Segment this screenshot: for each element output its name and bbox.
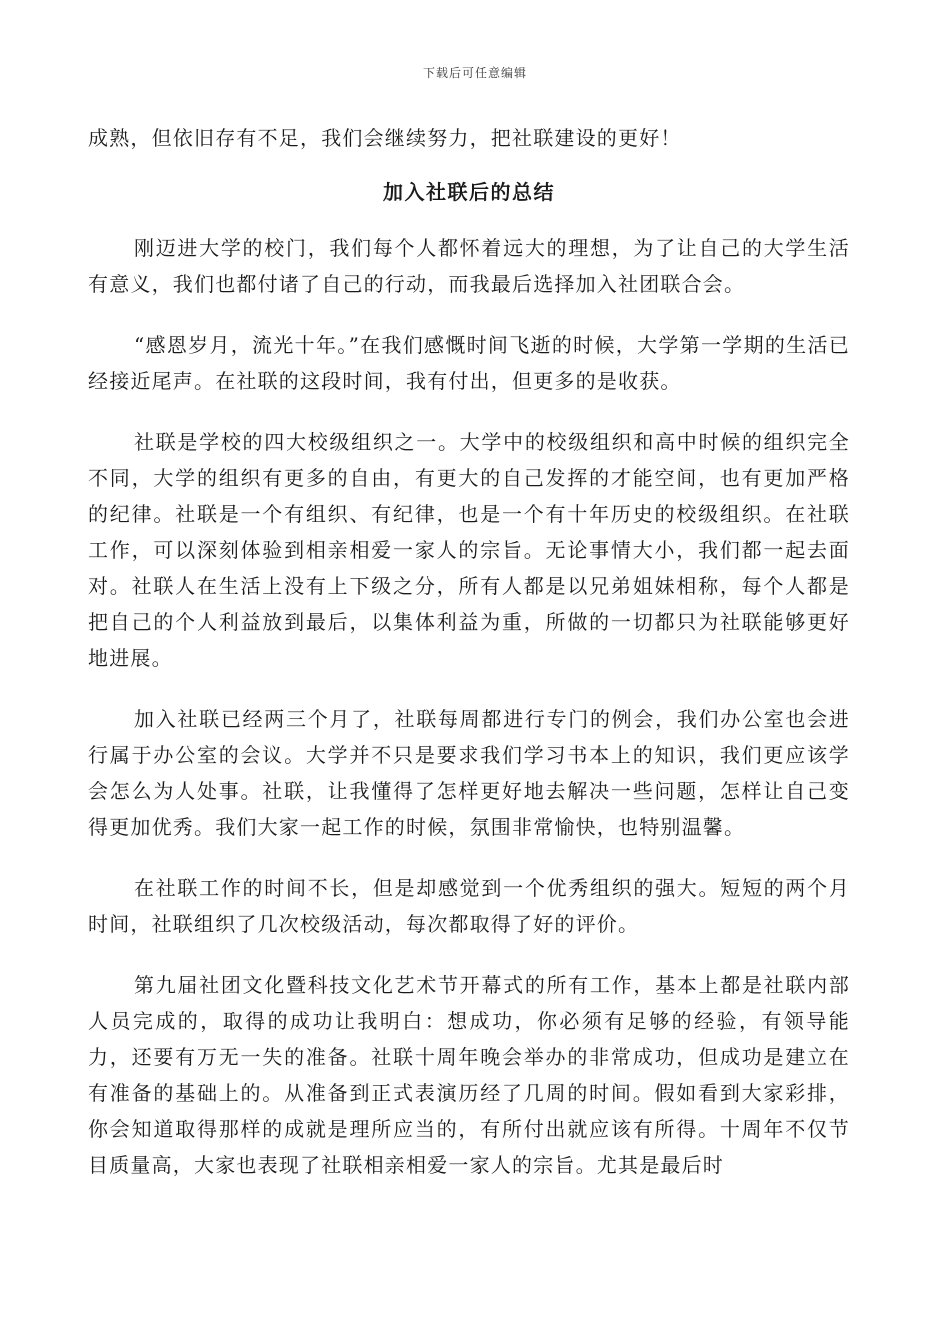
continuation-paragraph: 成熟，但依旧存有不足，我们会继续努力，把社联建设的更好！ (88, 126, 682, 150)
paragraph-1: 刚迈进大学的校门，我们每个人都怀着远大的理想，为了让自己的大学生活有意义，我们也都付诸了自己的行动，而我最后选择加入社团联合会。 (88, 236, 850, 296)
paragraph-4: 加入社联已经两三个月了，社联每周都进行专门的例会，我们办公室也会进行属于办公室的会议。大学并不只是要求我们学习书本上的知识，我们更应该学会怎么为人处事。社联，让我懂得了怎样更好地去解决一些问题，怎样让自己变得更加优秀。我们大家一起工作的时候，氛围非常愉快，也特别温馨。 (88, 707, 850, 839)
paragraph-3: 社联是学校的四大校级组织之一。大学中的校级组织和高中时候的组织完全不同，大学的组织有更多的自由，有更大的自己发挥的才能空间，也有更加严格的纪律。社联是一个有组织、有纪律，也是一个有十年历史的校级组织。在社联工作，可以深刻体验到相亲相爱一家人的宗旨。无论事情大小，我们都一起去面对。社联人在生活上没有上下级之分，所有人都是以兄弟姐妹相称，每个人都是把自己的个人利益放到最后，以集体利益为重，所做的一切都只为社联能够更好地进展。 (88, 430, 850, 670)
paragraph-2: “感恩岁月，流光十年。”在我们感慨时间飞逝的时候，大学第一学期的生活已经接近尾声。在社联的这段时间，我有付出，但更多的是收获。 (88, 333, 850, 393)
paragraph-5: 在社联工作的时间不长，但是却感觉到一个优秀组织的强大。短短的两个月时间，社联组织了几次校级活动，每次都取得了好的评价。 (88, 876, 850, 936)
page-header-note: 下载后可任意编辑 (422, 66, 527, 80)
document-title: 加入社联后的总结 (383, 180, 555, 204)
paragraph-6: 第九届社团文化暨科技文化艺术节开幕式的所有工作，基本上都是社联内部人员完成的，取得的成功让我明白：想成功，你必须有足够的经验，有领导能力，还要有万无一失的准备。社联十周年晚会举办的非常成功，但成功是建立在有准备的基础上的。从准备到正式表演历经了几周的时间。假如看到大家彩排，你会知道取得那样的成就是理所应当的，有所付出就应该有所得。十周年不仅节目质量高，大家也表现了社联相亲相爱一家人的宗旨。尤其是最后时 (88, 973, 850, 1177)
document-body (88, 120, 850, 1208)
